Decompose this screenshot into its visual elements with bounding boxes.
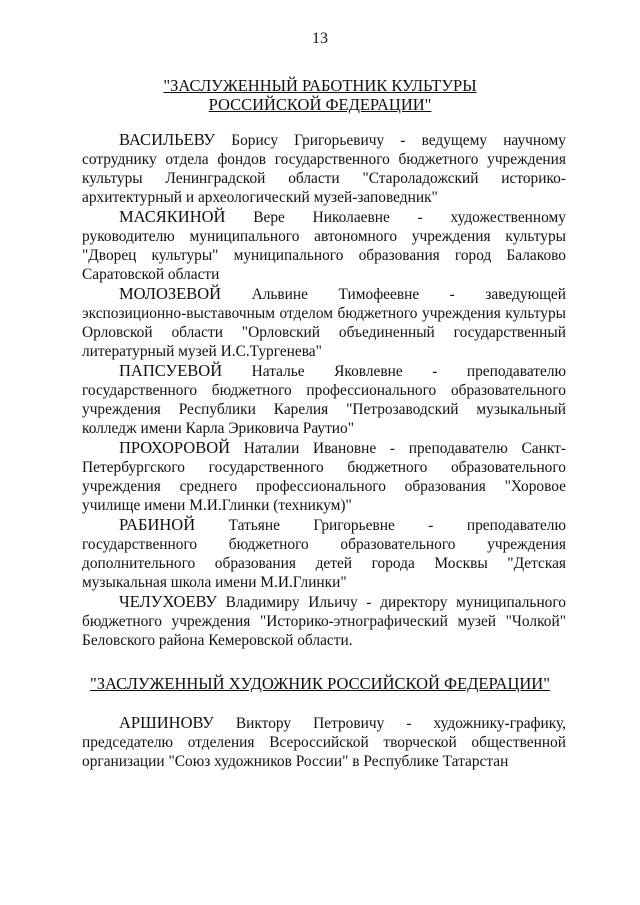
award-entry <box>82 713 566 771</box>
recipient-details: Татьяне Григорьевне - преподавателю государственного бюджетного образовательного учреждения дополнительного образования детей города Москвы "Детская музыкальная школа имени М.И.Глинки" <box>82 517 566 591</box>
recipient-surname: ПАПСУЕВОЙ <box>119 361 223 380</box>
section-heading-line: "ЗАСЛУЖЕННЫЙ ХУДОЖНИК РОССИЙСКОЙ ФЕДЕРАЦИИ" <box>90 674 550 693</box>
recipient-details: Наталье Яковлевне - преподавателю государственного бюджетного профессионального образовательного учреждения Республики Карелия "Петрозаводский музыкальный колледж имени Карла Эриковича Раутио" <box>82 363 566 437</box>
award-entry <box>82 515 566 592</box>
award-entry <box>82 592 566 650</box>
section-heading-line: РОССИЙСКОЙ ФЕДЕРАЦИИ" <box>208 95 432 114</box>
recipient-surname: МОЛОЗЕВОЙ <box>119 284 222 303</box>
recipient-details: Виктору Петровичу - художнику-графику, председателю отделения Всероссийской творческой общественной организации "Союз художников России" в Республике Татарстан <box>82 715 566 770</box>
section-heading-line: "ЗАСЛУЖЕННЫЙ РАБОТНИК КУЛЬТУРЫ <box>163 76 477 95</box>
page-number: 13 <box>312 30 328 47</box>
section-heading-artist <box>70 674 570 693</box>
recipient-surname: РАБИНОЙ <box>119 515 196 534</box>
recipient-details: Вере Николаевне - художественному руководителю муниципального автономного учреждения культуры "Дворец культуры" муниципального образования город Балаково Саратовской области <box>82 209 566 283</box>
award-entry <box>82 438 566 515</box>
recipient-surname: АРШИНОВУ <box>119 713 214 732</box>
recipient-details: Альвине Тимофеевне - заведующей экспозиционно-выставочным отделом бюджетного учреждения культуры Орловской области "Орловский объединенный государственный литературный музей И.С.Тургенева" <box>82 286 566 360</box>
section-heading-culture-worker <box>70 76 570 114</box>
award-list-artist <box>82 713 566 771</box>
recipient-surname: ПРОХОРОВОЙ <box>119 438 231 457</box>
recipient-surname: ВАСИЛЬЕВУ <box>119 130 216 149</box>
award-entry <box>82 284 566 361</box>
recipient-details: Борису Григорьевичу - ведущему научному сотруднику отдела фондов государственного бюджетного учреждения культуры Ленинградской области "Староладожский историко-архитектурный и археологический музей-заповедник" <box>82 132 566 206</box>
award-entry <box>82 361 566 438</box>
recipient-details: Владимиру Ильичу - директору муниципального бюджетного учреждения "Историко-этнографический музей "Чолкой" Беловского района Кемеровской области. <box>82 594 566 649</box>
recipient-surname: ЧЕЛУХОЕВУ <box>119 592 217 611</box>
award-entry <box>82 207 566 284</box>
recipient-surname: МАСЯКИНОЙ <box>119 207 226 226</box>
award-list-culture-worker <box>82 130 566 650</box>
recipient-details: Наталии Ивановне - преподавателю Санкт-Петербургского государственного бюджетного образовательного учреждения среднего профессионального образования "Хоровое училище имени М.И.Глинки (техникум)" <box>82 440 566 514</box>
award-entry <box>82 130 566 207</box>
